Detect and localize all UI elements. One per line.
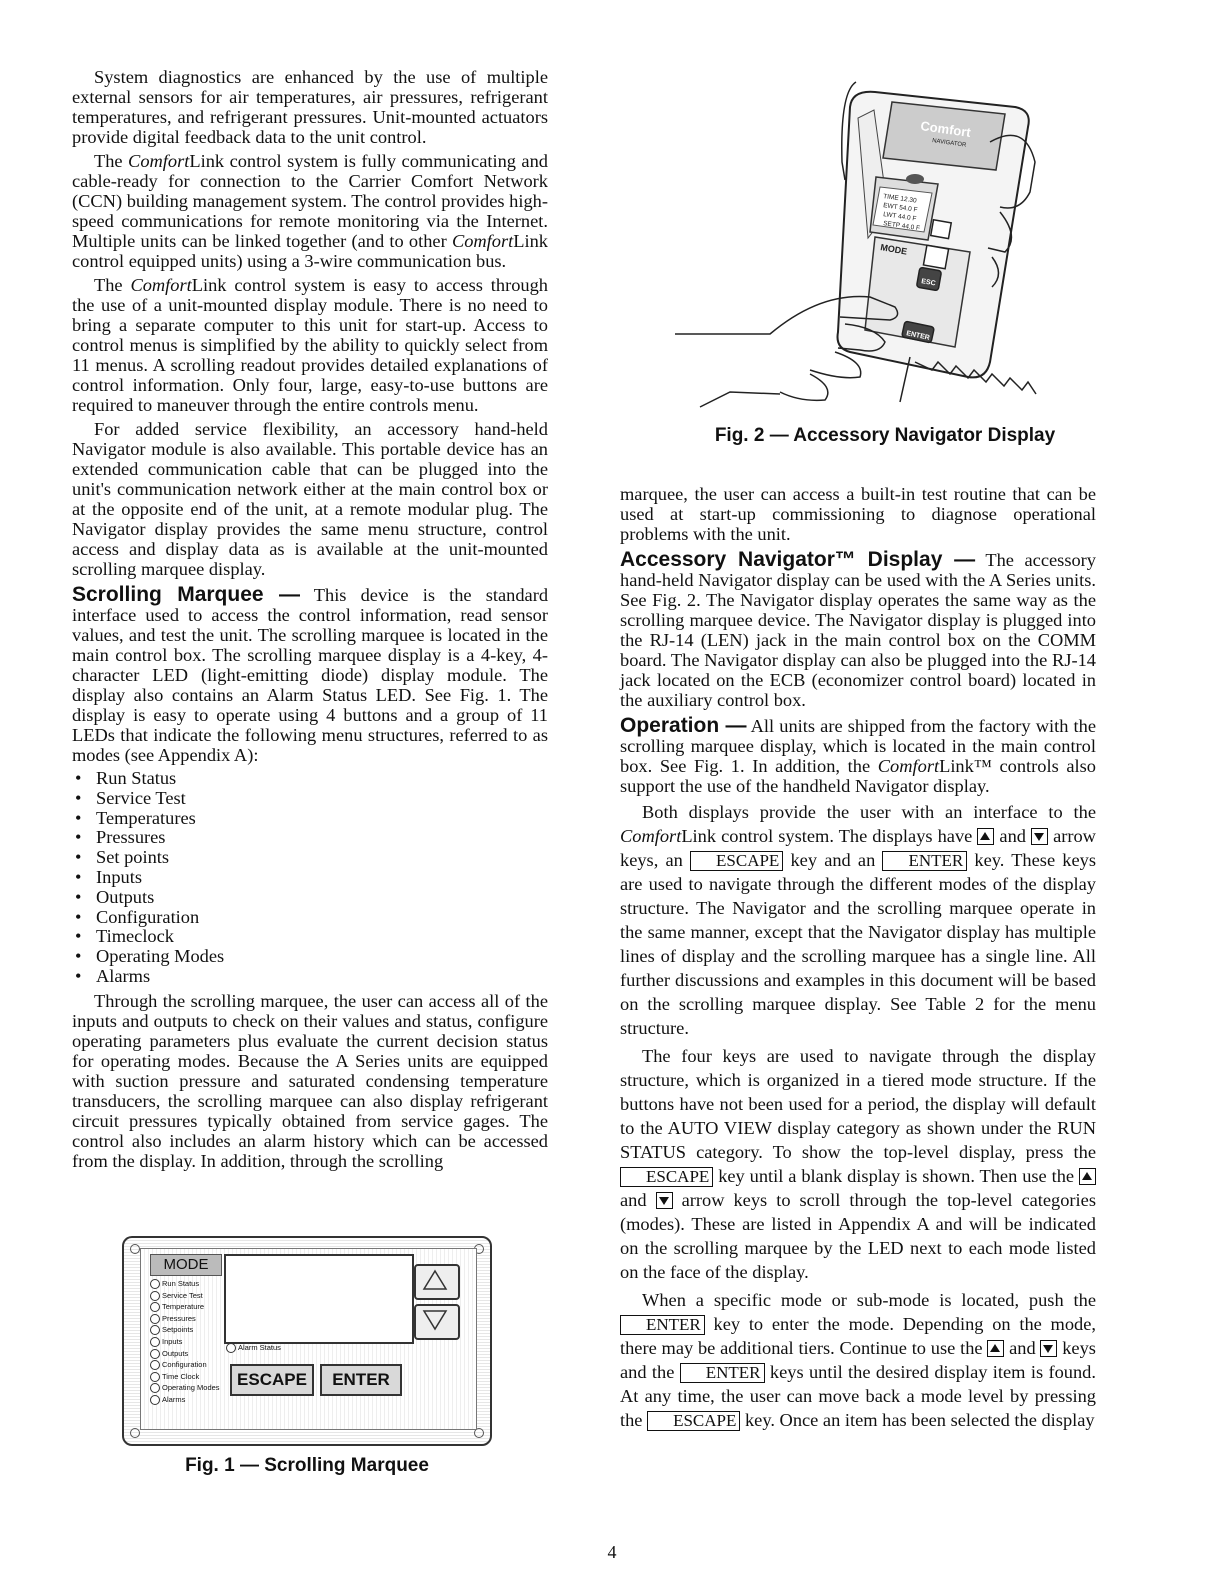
up-arrow-key-icon	[931, 220, 952, 239]
section-heading: Scrolling Marquee —	[72, 583, 300, 606]
led-label: Configuration	[162, 1360, 207, 1370]
up-arrow-icon	[416, 1266, 454, 1294]
mode-list-item: • Service Test	[72, 789, 548, 809]
led-label: Temperature	[162, 1302, 205, 1312]
enter-key: ENTER	[620, 1315, 705, 1335]
led-icon	[150, 1325, 160, 1335]
intro-paragraph: System diagnostics are enhanced by the use of multiple external sensors for air temperatures, air pressures, refrigerant temperatures, and refrigerant pressures. Unit-mounted actuators provide digital feedback data to the unit control.	[72, 67, 548, 147]
mode-led	[150, 1382, 220, 1393]
mode-list-item: • Operating Modes	[72, 947, 548, 967]
device-label: Comfort	[919, 118, 972, 141]
down-arrow-key-icon	[1040, 1340, 1057, 1357]
paragraph-text: keys until the desired display item is found. At any time, the user can move back a mode level by pressing the	[620, 1362, 1096, 1430]
page-number: 4	[607, 1542, 617, 1562]
paragraph-text: Link™ controls also support the use of the handheld Navigator display.	[620, 756, 1096, 796]
brand-name: Comfort	[128, 151, 190, 171]
mode-list-item: • Inputs	[72, 868, 548, 888]
mode-list-item: • Alarms	[72, 967, 548, 987]
navigator-paragraph: For added service flexibility, an accessory hand-held Navigator module is also available. This portable device has an extended communication cable that can be plugged into the unit's communication network either at the main control box or at the opposite end of the unit, at a remote modular plug. The Navigator display provides the same menu structure, control access and display data as is available at the unit-mounted scrolling marquee display.	[72, 419, 548, 579]
led-label: Run Status	[162, 1279, 200, 1288]
scrolling-marquee-section	[72, 585, 548, 765]
escape-key: ESCAPE	[690, 851, 783, 871]
mode-list-item: • Set points	[72, 848, 548, 868]
down-arrow-key-icon	[656, 1192, 673, 1209]
led-label: Service Test	[162, 1290, 203, 1300]
navigator-figure	[670, 62, 1050, 417]
led-label: Outputs	[162, 1348, 189, 1358]
mode-led	[150, 1301, 204, 1312]
escape-key: ESCAPE	[647, 1411, 740, 1431]
paragraph-text: key to enter the mode. Depending on the mode, there may be additional tiers. Continue to use the	[620, 1314, 1096, 1358]
fig2-caption: Fig. 2 — Accessory Navigator Display	[714, 425, 1056, 446]
mode-led	[150, 1278, 199, 1289]
led-label: Alarms	[162, 1395, 186, 1404]
enter-button: ENTER	[320, 1364, 402, 1396]
device-label: NAVIGATOR	[931, 138, 967, 149]
section-heading: Operation —	[620, 714, 747, 737]
led-icon	[150, 1314, 160, 1324]
carrier-logo-icon	[906, 174, 924, 184]
led-icon	[150, 1349, 160, 1359]
operation-section	[620, 716, 1096, 796]
screw-icon	[130, 1428, 140, 1438]
mode-led	[150, 1313, 196, 1324]
led-icon	[226, 1343, 236, 1353]
paragraph-text: Both displays provide the user with an interface to the	[642, 802, 1096, 822]
led-icon	[150, 1372, 160, 1382]
enter-key: ENTER	[882, 851, 967, 871]
access-paragraph: The ComfortLink control system is easy to access through the use of a unit-mounted display module. There is no need to bring a separate computer to this unit for start-up. Access to control menus is simplified by the ability to quickly select from 11 menus. A scrolling readout provides detailed explanations of control information. Only four, large, easy-to-use buttons are required to maneuver through the entire controls menu.	[72, 275, 548, 415]
mode-list-item: • Configuration	[72, 908, 548, 928]
paragraph-text: key until a blank display is shown. Then use the	[718, 1166, 1075, 1186]
led-icon	[150, 1360, 160, 1370]
escape-button: ESCAPE	[230, 1364, 314, 1396]
mode-led	[150, 1324, 193, 1335]
device-label: LWT 44.0 F	[882, 211, 917, 223]
escape-key: ESCAPE	[620, 1167, 713, 1187]
device-label: MODE	[879, 242, 908, 257]
up-arrow-key-icon	[987, 1340, 1004, 1357]
scrolling-marquee-figure	[122, 1236, 492, 1446]
paragraph-text: and	[620, 1190, 647, 1210]
paragraph-text: Link control equipped units) using a 3-wire communication bus.	[72, 231, 548, 271]
led-icon	[150, 1291, 160, 1301]
paragraph-text: Link control system is fully communicating and cable-ready for connection to the Carrier Comfort Network (CCN) building management system. The control provides high-speed communications for remote monitoring via the Internet. Multiple units can be linked together (and to other	[72, 151, 548, 251]
down-arrow-icon	[416, 1306, 454, 1334]
fig1-caption: Fig. 1 — Scrolling Marquee	[185, 1455, 429, 1476]
led-label: Operating Modes	[162, 1383, 220, 1393]
led-icon	[150, 1279, 160, 1289]
loose-paragraphs	[620, 800, 1096, 1432]
mode-led	[150, 1336, 182, 1347]
paragraph-text: Link control system. The displays have	[681, 826, 973, 846]
device-label: ESC	[920, 278, 937, 288]
mode-list-item: • Run Status	[72, 769, 548, 789]
brand-name: Comfort	[620, 826, 682, 846]
displays-paragraph	[620, 800, 1096, 1040]
mode-led	[150, 1371, 199, 1382]
paragraph-text: The accessory hand-held Navigator display can be used with the A Series units. See Fig. 2. The Navigator display operates the same way as the scrolling marquee device. The Navigator display is plugged into the RJ-14 (LEN) jack in the main control box on the COMM board. The Navigator display can also be plugged into the RJ-14 jack located on the ECB (economizer control board) located in the auxiliary control box.	[620, 550, 1096, 710]
screw-icon	[130, 1244, 140, 1254]
paragraph-text: key. These keys are used to navigate through the different modes of the display structure. The Navigator and the scrolling marquee operate in the same manner, except that the Navigator display has multiple lines of display and the scrolling marquee has a single line. All further discussions and examples in this document will be based on the scrolling marquee display. See Table 2 for the menu structure.	[620, 850, 1096, 1038]
paragraph-text: arrow keys to scroll through the top-level categories (modes). These are listed in Appendix A and will be indicated on the scrolling marquee by the LED next to each mode listed on the face of the display.	[620, 1190, 1096, 1282]
right-column	[620, 484, 1096, 1436]
continued-paragraph: marquee, the user can access a built-in test routine that can be used at start-up commissioning to diagnose operational problems with the unit.	[620, 484, 1096, 544]
mode-led	[150, 1394, 185, 1405]
led-icon	[150, 1383, 160, 1393]
led-icon	[150, 1395, 160, 1405]
alarm-status-led	[226, 1342, 281, 1353]
mode-list-item: • Timeclock	[72, 927, 548, 947]
up-arrow-key-icon	[977, 828, 994, 845]
paragraph-text: This device is the standard interface used to access the control information, read sensor values, and test the unit. The scrolling marquee is located in the main control box. The scrolling marquee display is a 4-key, 4-character LED (light-emitting diode) display module. The display also contains an Alarm Status LED. See Fig. 1. The display is easy to operate using 4 buttons and a group of 11 LEDs that indicate the following menu structures, referred to as modes (see Appendix A):	[72, 585, 549, 765]
mode-list-item: • Temperatures	[72, 809, 548, 829]
device-label: EWT 54.0 F	[882, 202, 918, 214]
led-label: Inputs	[162, 1337, 183, 1346]
modes-list	[72, 769, 548, 987]
mode-list-item: • Outputs	[72, 888, 548, 908]
led-icon	[150, 1302, 160, 1312]
paragraph-text: key. Once an item has been selected the display	[744, 1410, 1095, 1430]
led-label: Time Clock	[162, 1371, 200, 1381]
down-arrow-key-icon	[1031, 828, 1048, 845]
led-label: Pressures	[162, 1313, 196, 1323]
paragraph-text: keys and the	[620, 1338, 1096, 1382]
device-label: SETP 44.0 F	[882, 220, 921, 233]
mode-led	[150, 1290, 203, 1301]
down-arrow-button	[414, 1304, 460, 1340]
left-column	[72, 67, 548, 1175]
paragraph-text: All units are shipped from the factory with the scrolling marquee display, which is located in the main control box. See Fig. 1. In addition, the	[620, 716, 1096, 776]
four-keys-paragraph	[620, 1044, 1096, 1284]
marquee-paragraph: Through the scrolling marquee, the user can access all of the inputs and outputs to check on their values and status, configure operating parameters plus evaluate the current decision status for operating modes. Because the A Series units are equipped with suction pressure and saturated condensing temperature transducers, the scrolling marquee can also display refrigerant circuit pressures typically obtained from service gages. The control also includes an alarm history which can be accessed from the display. In addition, through the scrolling	[72, 990, 548, 1171]
paragraph-text: arrow keys, an	[620, 826, 1096, 870]
paragraph-text: and	[999, 826, 1026, 846]
mode-list-item: • Pressures	[72, 828, 548, 848]
specific-mode-paragraph	[620, 1288, 1096, 1432]
brand-name: Comfort	[130, 275, 192, 295]
down-arrow-key-icon	[923, 245, 948, 269]
paragraph-text: key and an	[790, 850, 876, 870]
navigator-display-section	[620, 550, 1096, 710]
paragraph-text: Link control system is easy to access through the use of a unit-mounted display module. There is no need to bring a separate computer to this unit for start-up. Access to control menus is simplified by the ability to quickly select from 11 menus. A scrolling readout provides detailed explanations of control information. Only four, large, easy-to-use buttons are required to maneuver through the entire controls menu.	[72, 275, 548, 415]
paragraph-text: The four keys are used to navigate through the display structure, which is organized in a tiered mode structure. If the buttons have not been used for a period, the display will default to the AUTO VIEW display category as shown under the RUN STATUS category. To show the top-level display, press the	[620, 1046, 1096, 1162]
led-icon	[150, 1337, 160, 1347]
lcd-display	[224, 1254, 414, 1344]
mode-label: MODE	[150, 1254, 222, 1276]
up-arrow-key-icon	[1079, 1168, 1096, 1185]
brand-name: Comfort	[451, 231, 514, 251]
enter-key: ENTER	[680, 1363, 765, 1383]
device-label: TIME 12.30	[882, 193, 917, 205]
led-label: Alarm Status	[238, 1343, 281, 1352]
mode-led	[150, 1359, 207, 1370]
ccn-paragraph: The ComfortLink control system is fully communicating and cable-ready for connection to the Carrier Comfort Network (CCN) building management system. The control provides high-speed communications for remote monitoring via the Internet. Multiple units can be linked together (and to other ComfortLink control equipped units) using a 3-wire communication bus.	[72, 151, 548, 271]
mode-led	[150, 1348, 188, 1359]
paragraph-text: When a specific mode or sub-mode is located, push the	[642, 1290, 1096, 1310]
led-label: Setpoints	[162, 1325, 194, 1335]
paragraph-text: and	[1009, 1338, 1036, 1358]
section-heading: Accessory Navigator™ Display —	[620, 548, 976, 571]
up-arrow-button	[414, 1264, 460, 1300]
brand-name: Comfort	[877, 756, 940, 776]
device-label: ENTER	[905, 330, 931, 342]
